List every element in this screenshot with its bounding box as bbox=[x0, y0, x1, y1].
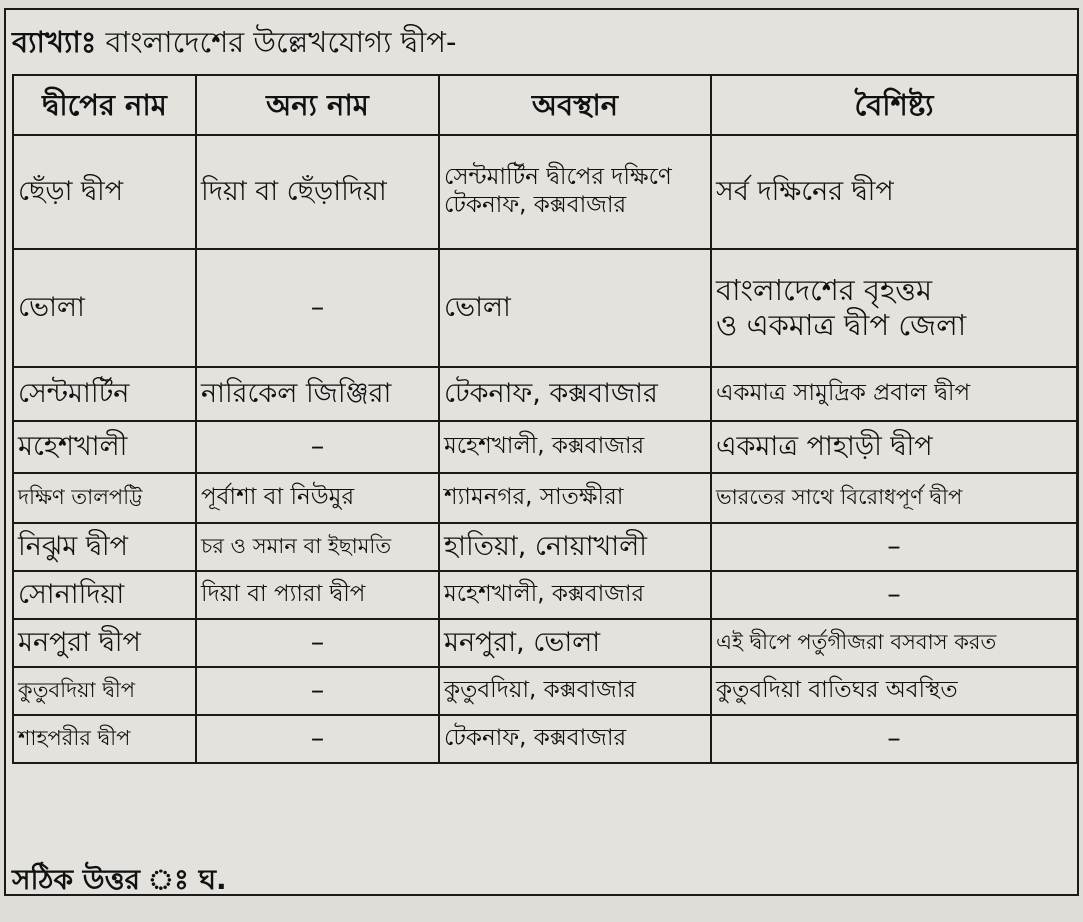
cell-alias: – bbox=[196, 421, 439, 473]
table-row bbox=[13, 473, 1077, 523]
cell-alias: – bbox=[196, 667, 439, 715]
cell-feature-line1: বাংলাদেশের বৃহত্তম bbox=[716, 273, 933, 308]
cell-location: ভোলা bbox=[439, 249, 711, 367]
table-row bbox=[13, 367, 1077, 421]
cell-feature: – bbox=[711, 571, 1077, 619]
cell-alias: দিয়া বা ছেঁড়াদিয়া bbox=[196, 135, 439, 249]
cell-feature: – bbox=[711, 715, 1077, 763]
cell-alias: পূর্বাশা বা নিউমুর bbox=[196, 473, 439, 523]
cell-feature bbox=[711, 249, 1077, 367]
table-row bbox=[13, 421, 1077, 473]
column-header-location: অবস্থান bbox=[439, 75, 711, 135]
cell-name: সেন্টমার্টিন bbox=[13, 367, 196, 421]
table-row bbox=[13, 619, 1077, 667]
table-row bbox=[13, 715, 1077, 763]
cell-location bbox=[439, 135, 711, 249]
cell-location: শ্যামনগর, সাতক্ষীরা bbox=[439, 473, 711, 523]
cell-name: ভোলা bbox=[13, 249, 196, 367]
cell-location: টেকনাফ, কক্সবাজার bbox=[439, 715, 711, 763]
cell-location: কুতুবদিয়া, কক্সবাজার bbox=[439, 667, 711, 715]
cell-location-line2: টেকনাফ, কক্সবাজার bbox=[444, 192, 627, 218]
cell-location: মনপুরা, ভোলা bbox=[439, 619, 711, 667]
explanation-title: বাংলাদেশের উল্লেখযোগ্য দ্বীপ- bbox=[105, 25, 457, 59]
table-header-row bbox=[13, 75, 1077, 135]
cell-location: হাতিয়া, নোয়াখালী bbox=[439, 523, 711, 571]
column-header-alias: অন্য নাম bbox=[196, 75, 439, 135]
cell-location-line1: সেন্টমার্টিন দ্বীপের দক্ষিণে bbox=[444, 164, 672, 191]
cell-name: সোনাদিয়া bbox=[13, 571, 196, 619]
cell-alias: চর ও সমান বা ইছামতি bbox=[196, 523, 439, 571]
table-row bbox=[13, 571, 1077, 619]
cell-alias: দিয়া বা প্যারা দ্বীপ bbox=[196, 571, 439, 619]
cell-feature: একমাত্র সামুদ্রিক প্রবাল দ্বীপ bbox=[711, 367, 1077, 421]
column-header-feature: বৈশিষ্ট্য bbox=[711, 75, 1077, 135]
cell-feature: – bbox=[711, 523, 1077, 571]
cell-location: টেকনাফ, কক্সবাজার bbox=[439, 367, 711, 421]
cell-name: ছেঁড়া দ্বীপ bbox=[13, 135, 196, 249]
table-row bbox=[13, 135, 1077, 249]
table-row bbox=[13, 667, 1077, 715]
cell-alias: – bbox=[196, 715, 439, 763]
table-row bbox=[13, 249, 1077, 367]
explanation-heading bbox=[6, 10, 1077, 72]
cell-location: মহেশখালী, কক্সবাজার bbox=[439, 571, 711, 619]
cell-alias: – bbox=[196, 619, 439, 667]
table-row bbox=[13, 523, 1077, 571]
cell-feature: কুতুবদিয়া বাতিঘর অবস্থিত bbox=[711, 667, 1077, 715]
correct-answer: সঠিক উত্তর ঃ ঘ. bbox=[12, 863, 227, 896]
explanation-label: ব্যাখ্যাঃ bbox=[12, 25, 97, 59]
cell-name: দক্ষিণ তালপট্টি bbox=[13, 473, 196, 523]
cell-feature: সর্ব দক্ষিনের দ্বীপ bbox=[711, 135, 1077, 249]
cell-alias: – bbox=[196, 249, 439, 367]
cell-alias: নারিকেল জিঞ্জিরা bbox=[196, 367, 439, 421]
cell-name: মহেশখালী bbox=[13, 421, 196, 473]
cell-name: মনপুরা দ্বীপ bbox=[13, 619, 196, 667]
cell-feature-line2: ও একমাত্র দ্বীপ জেলা bbox=[716, 308, 967, 342]
explanation-box bbox=[4, 8, 1079, 896]
cell-feature: এই দ্বীপে পর্তুগীজরা বসবাস করত bbox=[711, 619, 1077, 667]
cell-feature: একমাত্র পাহাড়ী দ্বীপ bbox=[711, 421, 1077, 473]
cell-feature: ভারতের সাথে বিরোধপূর্ণ দ্বীপ bbox=[711, 473, 1077, 523]
cell-name: নিঝুম দ্বীপ bbox=[13, 523, 196, 571]
cell-name: শাহপরীর দ্বীপ bbox=[13, 715, 196, 763]
islands-table bbox=[12, 74, 1078, 764]
cell-location: মহেশখালী, কক্সবাজার bbox=[439, 421, 711, 473]
column-header-name: দ্বীপের নাম bbox=[13, 75, 196, 135]
cell-name: কুতুবদিয়া দ্বীপ bbox=[13, 667, 196, 715]
